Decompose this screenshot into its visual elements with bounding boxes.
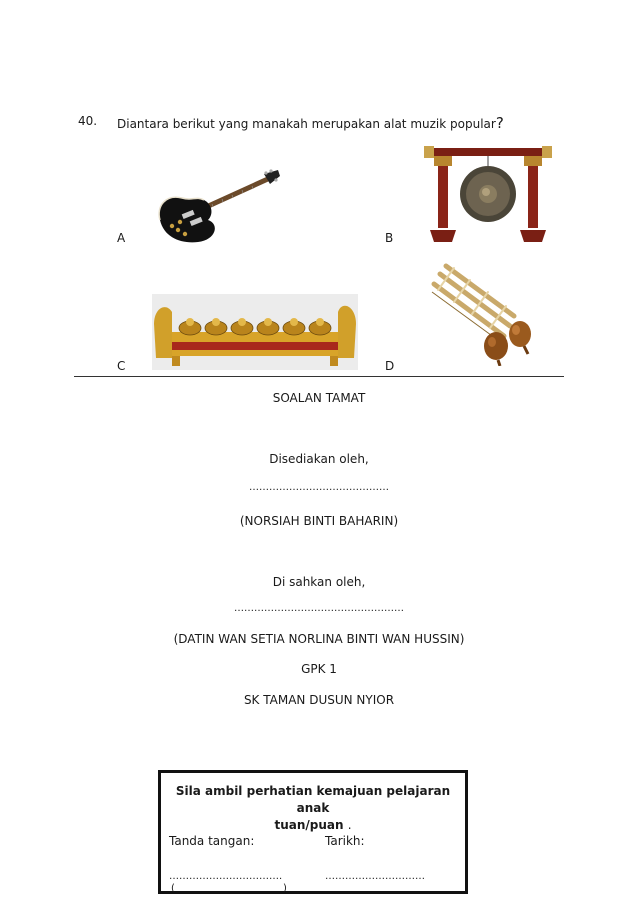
question-text: [117, 114, 504, 132]
gamelan-bonang-image-icon: [152, 294, 358, 370]
signature-label: Tanda tangan:: [169, 834, 255, 848]
notice-title-line2: tuan/puan: [274, 818, 344, 832]
option-b-label: B: [385, 231, 394, 245]
option-d-label: D: [385, 359, 395, 373]
end-of-questions: SOALAN TAMAT: [272, 391, 366, 405]
option-c-label: C: [117, 359, 126, 373]
option-a-label: A: [117, 231, 126, 245]
notice-title-line2-end: .: [347, 818, 352, 832]
prepared-by-label: Disediakan oleh,: [269, 452, 369, 466]
date-line: …………………………: [325, 871, 425, 882]
angklung-maracas-image-icon: [424, 262, 538, 366]
signature-bracket-right: ): [283, 883, 287, 894]
gong-image-icon: [424, 146, 552, 244]
verifier-position: GPK 1: [301, 662, 337, 676]
date-label: Tarikh:: [325, 834, 365, 848]
verified-by-label: Di sahkan oleh,: [272, 575, 366, 589]
parent-notice-box: [158, 770, 468, 894]
school-name: SK TAMAN DUSUN NYIOR: [243, 693, 395, 707]
notice-title: [161, 783, 465, 834]
question-mark: ?: [495, 114, 504, 132]
verified-by-name: (DATIN WAN SETIA NORLINA BINTI WAN HUSSIN): [173, 632, 465, 646]
signature-line: …………………………….: [169, 871, 283, 882]
question-number: 40.: [78, 114, 98, 128]
electric-guitar-image-icon: [152, 168, 282, 244]
prepared-by-name: (NORSIAH BINTI BAHARIN): [239, 514, 399, 528]
prepared-signature-line: ……………………………………: [249, 482, 389, 493]
verified-signature-line: ……………………………………………: [234, 603, 404, 614]
question-text-body: Diantara berikut yang manakah merupakan alat muzik popular: [117, 117, 496, 131]
section-divider: [74, 376, 564, 377]
notice-title-line1: Sila ambil perhatian kemajuan pelajaran anak: [175, 784, 451, 815]
signature-bracket-left: (: [171, 883, 175, 894]
